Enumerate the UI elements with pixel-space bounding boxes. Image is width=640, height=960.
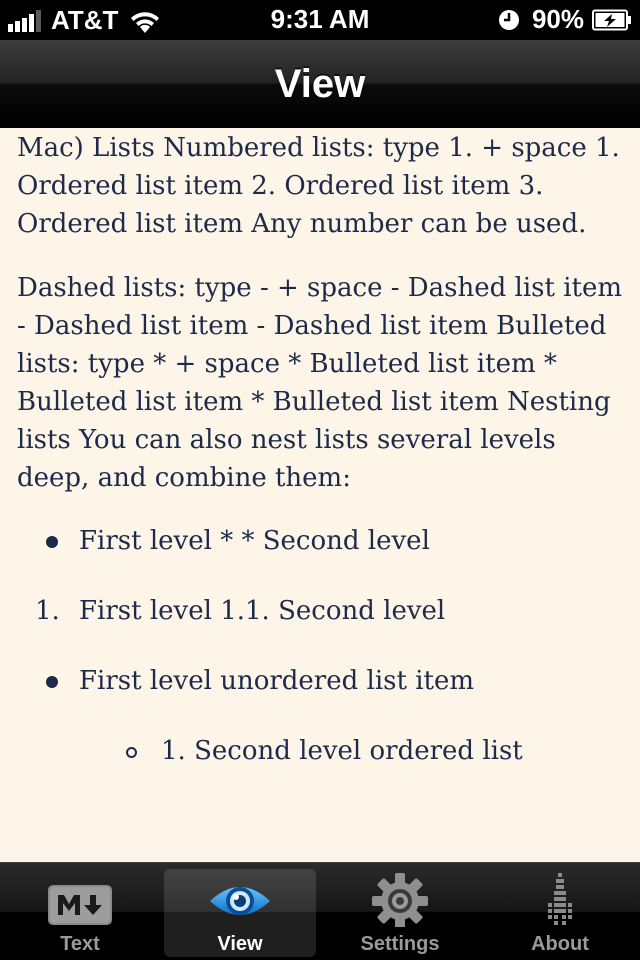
clock-icon [498, 9, 520, 31]
status-time: 9:31 AM [270, 4, 370, 34]
list-item [0, 592, 640, 662]
list-item-text: First level * * Second level [79, 526, 430, 556]
battery-percent: 90% [531, 4, 584, 34]
tab-bar [0, 862, 640, 960]
tab-about[interactable] [480, 863, 640, 960]
list-item [0, 522, 640, 592]
list-item [0, 662, 640, 732]
tab-label: Text [60, 933, 100, 955]
tab-settings[interactable] [320, 863, 480, 960]
list-item-text: 1. Second level ordered list [161, 736, 523, 766]
nav-title: View [274, 62, 366, 106]
markdown-icon [48, 871, 112, 927]
paragraph: Mac) Lists Numbered lists: type 1. + space 1. Ordered list item 2. Ordered list item 3. Ordered list item Any number can be used. [17, 133, 620, 239]
tab-view[interactable] [164, 869, 316, 957]
circle-marker [126, 747, 137, 758]
list-item [0, 732, 640, 802]
carrier-label: AT&T [51, 5, 119, 35]
gear-icon [368, 871, 432, 927]
navigation-bar [0, 40, 640, 128]
eye-icon [208, 871, 272, 927]
markdown-preview[interactable] [0, 128, 640, 862]
paragraph: Dashed lists: type - + space - Dashed list item - Dashed list item - Dashed list item Bulleted lists: type * + space * Bulleted list item * Bulleted list item * Bulleted list item Nesting lists You can also nest lists several levels deep, and combine them: [17, 273, 623, 493]
bullet-marker [46, 676, 58, 688]
tab-label: Settings [360, 933, 440, 955]
number-marker: 1. [35, 596, 60, 626]
status-right [498, 4, 632, 35]
tab-text[interactable] [0, 863, 160, 960]
preview-body [0, 129, 640, 497]
list [0, 522, 640, 802]
tab-label: About [531, 933, 589, 955]
rocket-icon [528, 871, 592, 927]
status-bar [0, 0, 640, 40]
list-item-text: First level 1.1. Second level [79, 596, 446, 626]
bullet-marker [46, 536, 58, 548]
battery-charging-icon [592, 9, 632, 31]
tab-label: View [217, 933, 263, 955]
list-item-text: First level unordered list item [79, 666, 475, 696]
